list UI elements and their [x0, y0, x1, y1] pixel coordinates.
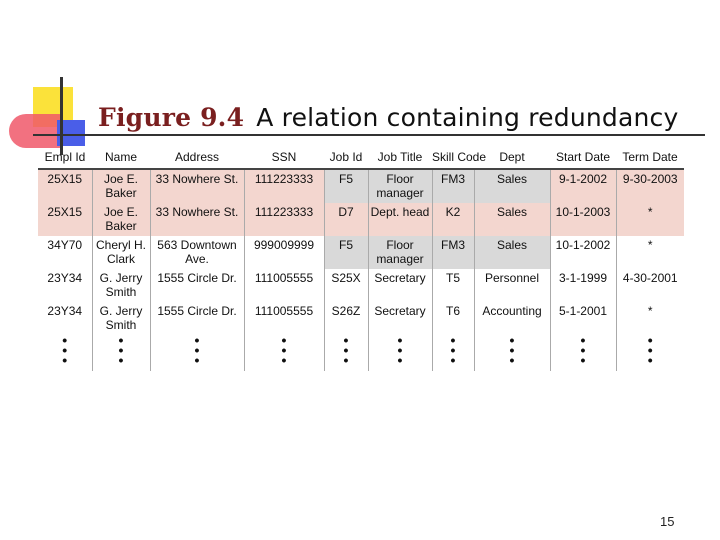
table-cell: 999009999: [244, 236, 324, 269]
ellipsis-dots-text: • • •: [62, 332, 68, 368]
ellipsis-dots-text: • • •: [580, 332, 586, 368]
table-cell: T5: [432, 269, 474, 302]
table-cell: 111223333: [244, 169, 324, 203]
col-header: Dept: [499, 150, 525, 164]
col-header: Term Date: [622, 150, 678, 164]
table-row: [38, 169, 684, 203]
table-cell: Joe E. Baker: [92, 203, 150, 236]
table-cell: 10-1-2003: [550, 203, 616, 236]
ellipsis-dots: [550, 332, 616, 371]
ellipsis-dots: [244, 332, 324, 371]
table-cell: K2: [432, 203, 474, 236]
ellipsis-dots: [38, 332, 92, 371]
decor-vertical-line: [60, 77, 63, 155]
ellipsis-dots-text: • • •: [343, 332, 349, 368]
table-cell: FM3: [432, 169, 474, 203]
col-header: Empl Id: [44, 150, 86, 164]
ellipsis-dots-text: • • •: [194, 332, 200, 368]
table-cell: 5-1-2001: [550, 302, 616, 335]
table-header-row: [38, 146, 684, 169]
table-cell: Floor manager: [368, 169, 432, 203]
ellipsis-dots: [92, 332, 150, 371]
ellipsis-dots: [616, 332, 684, 371]
table-cell: F5: [324, 169, 368, 203]
ellipsis-dots-text: • • •: [647, 332, 653, 368]
table-cell: F5: [324, 236, 368, 269]
ellipsis-dots: [432, 332, 474, 371]
continuation-row: [38, 335, 684, 371]
table-cell: 33 Nowhere St.: [150, 203, 244, 236]
ellipsis-dots-text: • • •: [509, 332, 515, 368]
table-cell: 563 Downtown Ave.: [150, 236, 244, 269]
figure-label: Figure 9.4: [98, 103, 245, 132]
table-cell: Dept. head: [368, 203, 432, 236]
ellipsis-dots: [474, 332, 550, 371]
table-cell: S26Z: [324, 302, 368, 335]
title-underline: [33, 134, 705, 136]
table-cell: Sales: [474, 236, 550, 269]
table-cell: FM3: [432, 236, 474, 269]
table-cell: D7: [324, 203, 368, 236]
table-cell: T6: [432, 302, 474, 335]
ellipsis-dots-text: • • •: [397, 332, 403, 368]
table-row: [38, 302, 684, 335]
table-cell: Joe E. Baker: [92, 169, 150, 203]
table-cell: *: [647, 304, 653, 318]
col-header: SSN: [271, 150, 297, 164]
table-cell: 10-1-2002: [550, 236, 616, 269]
col-header: Job Id: [329, 150, 363, 164]
col-header: Name: [104, 150, 137, 164]
table-cell: Cheryl H. Clark: [92, 236, 150, 269]
table-cell: *: [647, 238, 653, 252]
col-header: Start Date: [555, 150, 611, 164]
table-row: [38, 269, 684, 302]
relation-table: [38, 146, 684, 371]
ellipsis-dots-text: • • •: [118, 332, 124, 368]
table-row: [38, 236, 684, 269]
table-cell: Floor manager: [368, 236, 432, 269]
ellipsis-dots: [324, 332, 368, 371]
ellipsis-dots: [150, 332, 244, 371]
table-cell: 111005555: [244, 269, 324, 302]
table-cell: 9-1-2002: [550, 169, 616, 203]
table-cell: S25X: [324, 269, 368, 302]
table-cell: 111223333: [244, 203, 324, 236]
table-cell: Sales: [474, 203, 550, 236]
col-header: Skill Code: [432, 150, 487, 164]
table-cell: 111005555: [244, 302, 324, 335]
table-cell: 3-1-1999: [550, 269, 616, 302]
col-header: Job Title: [377, 150, 423, 164]
slide-title: [98, 103, 679, 132]
table-cell: 23Y34: [38, 269, 92, 302]
decor-red-block: [9, 114, 63, 148]
table-cell: 23Y34: [38, 302, 92, 335]
table-cell: Personnel: [474, 269, 550, 302]
table-cell: Secretary: [368, 269, 432, 302]
table-cell: Accounting: [474, 302, 550, 335]
ellipsis-dots-text: • • •: [450, 332, 456, 368]
table-cell: *: [616, 203, 684, 236]
ellipsis-dots: [368, 332, 432, 371]
table-cell: 25X15: [38, 203, 92, 236]
table-cell: Sales: [474, 169, 550, 203]
table-cell: 1555 Circle Dr.: [150, 269, 244, 302]
page-number: 15: [660, 514, 675, 529]
ellipsis-dots-text: • • •: [281, 332, 287, 368]
table-cell: 1555 Circle Dr.: [150, 302, 244, 335]
figure-caption: A relation containing redundancy: [256, 103, 679, 132]
col-header: Address: [174, 150, 220, 164]
table-cell: 33 Nowhere St.: [150, 169, 244, 203]
table-cell: 25X15: [38, 169, 92, 203]
table-cell: G. Jerry Smith: [92, 302, 150, 335]
table-cell: 9-30-2003: [616, 169, 684, 203]
table-row: [38, 203, 684, 236]
table-cell: G. Jerry Smith: [92, 269, 150, 302]
table-cell: 34Y70: [38, 236, 92, 269]
table-cell: Secretary: [368, 302, 432, 335]
table-cell: 4-30-2001: [622, 271, 678, 285]
